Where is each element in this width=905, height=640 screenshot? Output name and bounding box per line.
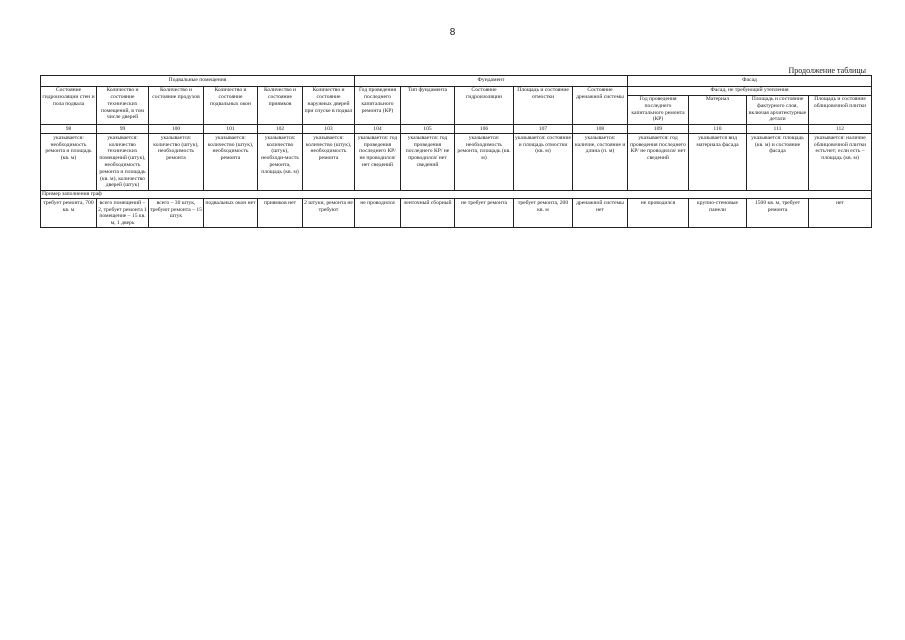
column-header: Состояние дренажной системы (573, 86, 628, 124)
column-number: 109 (628, 124, 689, 134)
group-basement: Подвальные помещения (41, 76, 355, 87)
continuation-label: Продолжение таблицы (788, 66, 866, 75)
column-number: 101 (204, 124, 258, 134)
description-cell: указывается: количество технических помещений (штук), необходимость ремонта и площадь (кв. м), количество дверей (штук) (97, 134, 149, 190)
sample-cell: не требует ремонта (455, 199, 514, 228)
column-header: Количество и состояние технических помещений, в том числе дверей (97, 86, 149, 124)
description-cell: указывается: необходимость ремонта, площадь (кв. м) (455, 134, 514, 190)
description-cell: указывается: количество (штук), необходимость ремонта (149, 134, 204, 190)
sample-cell: не проводился (355, 199, 401, 228)
description-row (41, 134, 872, 190)
column-header: Количество и состояние продухов (149, 86, 204, 124)
column-header: Год проведения последнего капитального ремонта (КР) (355, 86, 401, 124)
description-cell: указывается: количество (штук), необходимость ремонта (204, 134, 258, 190)
column-header: Тип фундамента (401, 86, 455, 124)
column-header: Количество и состояние подвальных окон (204, 86, 258, 124)
page-number: 8 (449, 27, 456, 38)
description-cell: указывается: состояние и площадь отмостки (кв. м) (514, 134, 573, 190)
sample-cell: нет (809, 199, 872, 228)
column-number: 106 (455, 124, 514, 134)
sample-row (41, 199, 872, 228)
description-cell: указывается: количество (штук), необходимость ремонта (303, 134, 355, 190)
description-cell: указывается: год проведения последнего КР/ не проводился/ нет сведений (355, 134, 401, 190)
description-cell: указывается: количество (штук), необходи-мость ремонта, площадь (кв. м) (258, 134, 303, 190)
column-header: Материал (689, 95, 747, 124)
description-cell: указывается: год проведения последнего КР/ не проводился/ нет сведений (401, 134, 455, 190)
description-cell: указывается: год проведения последнего КР/ не проводился/ нет сведений (628, 134, 689, 190)
sample-cell: всего – 30 штук, требуют ремонта – 15 штук (149, 199, 204, 228)
sample-label: Пример заполнения граф (41, 190, 872, 199)
group-facade-sub: Фасад, не требующий утепления (628, 86, 872, 95)
column-number-row (41, 124, 872, 134)
building-survey-table (40, 75, 872, 228)
subgroup-header-row (41, 86, 872, 95)
column-number: 110 (689, 124, 747, 134)
sample-cell: не проводился (628, 199, 689, 228)
group-facade: Фасад (628, 76, 872, 87)
column-header: Год проведения последнего капитального ремонта (КР) (628, 95, 689, 124)
column-number: 103 (303, 124, 355, 134)
column-header: Площадь и состояние отмостки (514, 86, 573, 124)
sample-label-row (41, 190, 872, 199)
column-header: Количество и состояние наружных дверей при спуске в подвал (303, 86, 355, 124)
column-number: 104 (355, 124, 401, 134)
sample-cell: всего помещений – 2, требует ремонта 1 помещение – 15 кв. м, 1 дверь (98, 199, 147, 227)
description-cell: указывается: наличие, состояние и длина (п. м) (573, 134, 628, 190)
column-number: 98 (41, 124, 97, 134)
sample-cell: требует ремонта, 200 кв. м (514, 199, 573, 228)
group-foundation: Фундамент (355, 76, 628, 87)
sample-cell: требует ремонта, 700 кв. м (41, 199, 97, 228)
column-number: 102 (258, 124, 303, 134)
sample-cell: приямков нет (258, 199, 303, 228)
column-header: Количество и состояние приямков (258, 86, 303, 124)
column-number: 111 (747, 124, 809, 134)
sample-cell: крупно-стеновые панели (689, 199, 747, 228)
column-header: Состояние гидроизоляции стен и пола подвала (41, 86, 97, 124)
description-cell: указывается: площадь (кв. м) и состояние фасада (747, 134, 809, 190)
sample-cell: дренажной системы нет (573, 199, 628, 228)
column-number: 105 (401, 124, 455, 134)
column-number: 99 (97, 124, 149, 134)
sample-cell: 2 штуки, ремонта не требуют (303, 199, 355, 228)
description-cell: указывается вид материала фасада (689, 134, 747, 190)
description-cell: указывается: наличие облицовочной плитки есть/нет; если есть – площадь (кв. м) (809, 134, 872, 190)
column-number: 107 (514, 124, 573, 134)
sample-cell: подвальных окон нет (204, 199, 258, 228)
column-number: 112 (809, 124, 872, 134)
column-header: Площадь и состояние фактурного слоя, включая архитектурные детали (747, 95, 809, 124)
column-number: 108 (573, 124, 628, 134)
column-header: Состояние гидроизоляции (455, 86, 514, 124)
description-cell: указывается: необходимость ремонта и площадь (кв. м) (41, 134, 97, 190)
group-header-row (41, 76, 872, 87)
sample-cell: ленточный сборный (401, 199, 455, 228)
column-number: 100 (149, 124, 204, 134)
column-header: Площадь и состояние облицовочной плитки (809, 95, 872, 124)
sample-cell: 1500 кв. м, требует ремонта (747, 199, 809, 228)
